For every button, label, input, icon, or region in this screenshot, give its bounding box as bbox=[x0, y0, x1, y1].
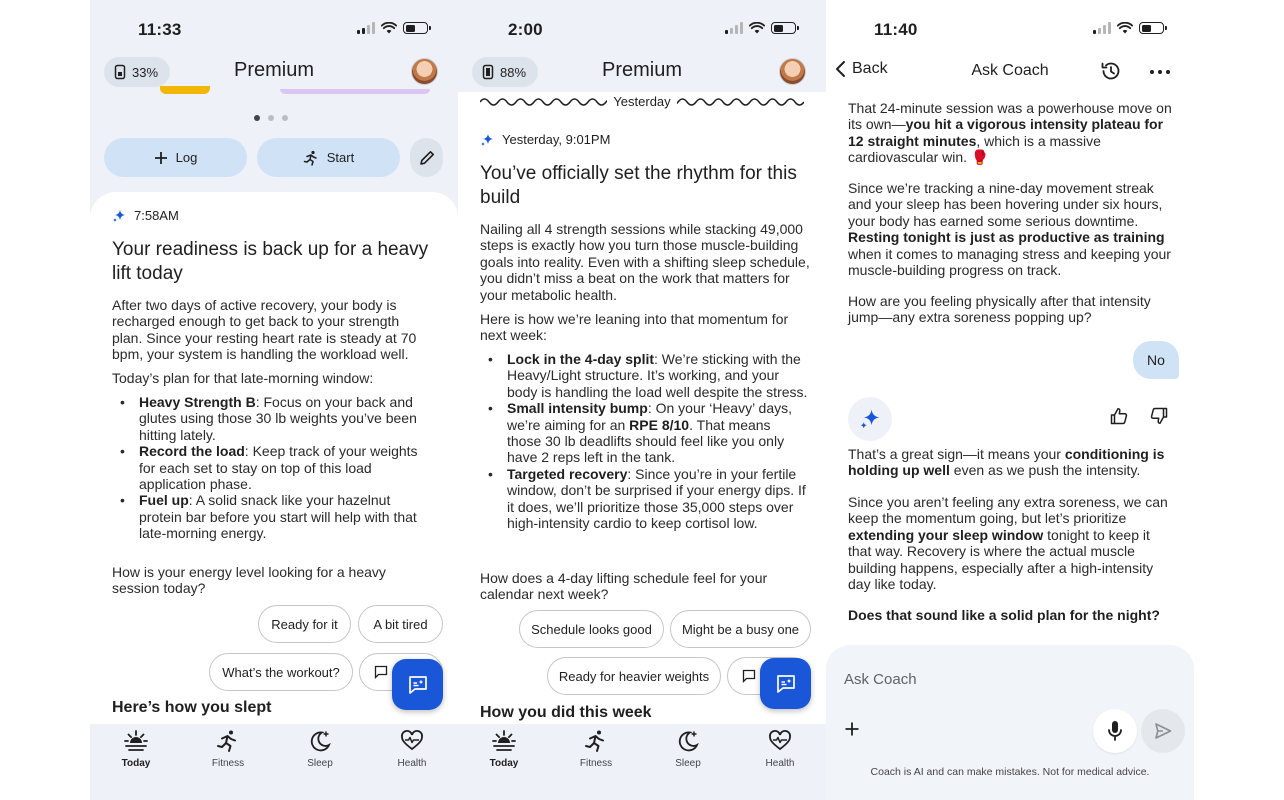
nav-health-label: Health bbox=[397, 758, 427, 769]
nav-sleep[interactable] bbox=[642, 724, 734, 800]
ask-coach-chat-screen bbox=[826, 0, 1194, 800]
coach-insight-card bbox=[458, 92, 826, 724]
insight-intro: Nailing all 4 strength sessions while stacking 49,000 steps is exactly how you turn those muscle-building goals into reality. Even with a shifting sleep schedule, you didn’t miss a beat on the work that matters for your metabolic health. bbox=[480, 221, 810, 303]
bottom-nav bbox=[458, 724, 826, 800]
date-divider bbox=[458, 94, 826, 109]
sparkle-icon bbox=[112, 209, 126, 223]
insight-headline: Your readiness is back up for a heavy lift today bbox=[112, 239, 429, 284]
coach-message-4: That’s a great sign—it means your conditioning is holding up well even as we push the intensity. bbox=[848, 446, 1165, 479]
ask-coach-fab[interactable] bbox=[392, 659, 443, 710]
ai-disclaimer: Coach is AI and can make mistakes. Not for medical advice. bbox=[870, 766, 1150, 778]
signal-icon bbox=[1093, 22, 1111, 34]
today-screen-weekly bbox=[458, 0, 826, 800]
section-heading-week: How you did this week bbox=[480, 704, 652, 721]
coach-message-5: Since you aren’t feeling any extra soreness, we can keep the momentum going, but let’s prioritize extending your sleep window tonight to keep it that way. Recovery is where the actual muscle building happens, especially after a high-intensity day like today. bbox=[848, 494, 1168, 593]
avatar[interactable] bbox=[779, 58, 806, 85]
heart-pulse-icon bbox=[400, 729, 424, 753]
device-battery-label: 33% bbox=[132, 64, 159, 80]
list-item: • Fuel up: A solid snack like your hazelnut protein bar before you start will help with that late-morning energy. bbox=[112, 492, 434, 541]
list-item: • Lock in the 4-day split: We’re sticking with the Heavy/Light structure. It’s working, and your body is handling the load well despite the stress. bbox=[480, 351, 808, 400]
app-header bbox=[458, 56, 826, 92]
nav-health[interactable] bbox=[366, 724, 458, 800]
plan-intro: Here is how we’re leaning into that momentum for next week: bbox=[480, 311, 789, 344]
plan-intro: Today’s plan for that late-morning window: bbox=[112, 370, 374, 386]
page-title: Ask Coach bbox=[971, 62, 1049, 79]
device-battery-label: 88% bbox=[500, 64, 527, 80]
edit-button[interactable] bbox=[410, 138, 443, 177]
list-item: • Heavy Strength B: Focus on your back and glutes using those 30 lb weights you’ve been hitting lately. bbox=[112, 394, 434, 443]
date-divider-label: Yesterday bbox=[607, 94, 676, 109]
chat-header bbox=[826, 56, 1194, 90]
app-header bbox=[90, 56, 458, 92]
avatar[interactable] bbox=[411, 58, 438, 85]
nav-sleep-label: Sleep bbox=[675, 758, 701, 769]
today-screen-morning bbox=[90, 0, 458, 800]
moon-icon bbox=[676, 729, 700, 753]
history-icon[interactable] bbox=[1100, 60, 1122, 82]
status-time: 11:40 bbox=[874, 20, 918, 39]
page-title: Premium bbox=[233, 59, 314, 81]
coach-avatar bbox=[848, 397, 892, 441]
plan-list bbox=[112, 394, 434, 542]
nav-sleep[interactable] bbox=[274, 724, 366, 800]
back-label: Back bbox=[852, 60, 888, 77]
insight-timestamp: Yesterday, 9:01PM bbox=[502, 132, 611, 147]
status-icons bbox=[725, 22, 796, 34]
chat-icon bbox=[374, 665, 388, 679]
sparkle-icon bbox=[859, 408, 881, 430]
insight-question: How does a 4-day lifting schedule feel for your calendar next week? bbox=[480, 570, 768, 603]
reply-chip-heavier[interactable]: Ready for heavier weights bbox=[547, 657, 721, 695]
voice-input-button[interactable] bbox=[1093, 709, 1137, 753]
battery-icon bbox=[771, 22, 796, 34]
send-button[interactable] bbox=[1141, 709, 1185, 753]
status-icons bbox=[357, 22, 428, 34]
send-icon bbox=[1154, 722, 1172, 740]
coach-message-3: How are you feeling physically after that intensity jump—any extra soreness popping up? bbox=[848, 293, 1151, 326]
nav-fitness-label: Fitness bbox=[579, 758, 613, 769]
reply-chip-workout[interactable]: What’s the workout? bbox=[209, 653, 353, 691]
list-item: • Record the load: Keep track of your weights for each set to stay on top of this load application phase. bbox=[112, 443, 434, 492]
status-bar bbox=[90, 0, 458, 56]
running-icon bbox=[216, 729, 240, 753]
microphone-icon bbox=[1107, 720, 1123, 742]
feedback-buttons bbox=[1110, 407, 1168, 425]
list-item: • Targeted recovery: Since you’re in your fertile window, don’t be surprised if your energy dips. If it does, we’ll prioritize those 35,000 steps over high-intensity cardio to keep cortisol low. bbox=[480, 466, 808, 532]
section-heading-sleep: Here’s how you slept bbox=[112, 699, 272, 716]
wifi-icon bbox=[381, 22, 397, 34]
carousel-peek-card bbox=[160, 86, 210, 94]
nav-sleep-label: Sleep bbox=[307, 758, 333, 769]
add-attachment-icon[interactable] bbox=[844, 721, 860, 737]
coach-chat-icon bbox=[407, 674, 429, 696]
signal-icon bbox=[725, 22, 743, 34]
status-bar bbox=[458, 0, 826, 56]
signal-icon bbox=[357, 22, 375, 34]
status-icons bbox=[1093, 22, 1164, 34]
reply-chip-tired[interactable]: A bit tired bbox=[358, 605, 443, 643]
nav-today[interactable] bbox=[458, 724, 550, 800]
reply-chip-schedule-good[interactable]: Schedule looks good bbox=[519, 610, 664, 648]
running-icon bbox=[303, 150, 319, 166]
nav-health[interactable] bbox=[734, 724, 826, 800]
coach-chat-icon bbox=[775, 673, 797, 695]
coach-message-1: That 24-minute session was a powerhouse move on its own—you hit a vigorous intensity plateau for 12 straight minutes, which is a massive cardiovascular win. 🥊 bbox=[848, 100, 1172, 166]
carousel-dots bbox=[254, 115, 288, 121]
reply-chip-ready[interactable]: Ready for it bbox=[258, 605, 351, 643]
insight-timestamp: 7:58AM bbox=[134, 208, 179, 223]
user-message-bubble: No bbox=[1133, 341, 1179, 379]
coach-message-6: Does that sound like a solid plan for the night? bbox=[848, 607, 1160, 623]
chat-composer bbox=[826, 645, 1194, 800]
nav-today[interactable] bbox=[90, 724, 182, 800]
thumbs-down-icon[interactable] bbox=[1150, 407, 1168, 425]
heart-pulse-icon bbox=[768, 729, 792, 753]
sparkle-icon bbox=[480, 133, 494, 147]
page-title: Premium bbox=[601, 59, 682, 81]
insight-question: How is your energy level looking for a heavy session today? bbox=[112, 564, 386, 597]
pencil-icon bbox=[418, 149, 436, 167]
more-options-icon[interactable] bbox=[1150, 70, 1170, 74]
battery-icon bbox=[1139, 22, 1164, 34]
bottom-nav bbox=[90, 724, 458, 800]
thumbs-up-icon[interactable] bbox=[1110, 407, 1128, 425]
nav-health-label: Health bbox=[765, 758, 795, 769]
wifi-icon bbox=[1117, 22, 1133, 34]
running-icon bbox=[584, 729, 608, 753]
coach-insight-card bbox=[90, 192, 458, 724]
insight-timestamp-row bbox=[112, 208, 179, 223]
coach-message-2: Since we’re tracking a nine-day movement streak and your sleep has been hovering under six hours, your body has earned some serious downtime. Resting tonight is just as productive as training when it comes to managing stress and keeping your muscle-building progress on track. bbox=[848, 180, 1171, 279]
reply-chip-busy[interactable]: Might be a busy one bbox=[670, 610, 811, 648]
plus-icon bbox=[154, 151, 168, 165]
wifi-icon bbox=[749, 22, 765, 34]
nav-fitness[interactable] bbox=[550, 724, 642, 800]
chat-icon bbox=[742, 669, 756, 683]
status-bar bbox=[826, 0, 1194, 56]
log-button[interactable] bbox=[104, 138, 247, 177]
nav-today-label: Today bbox=[489, 758, 519, 769]
battery-icon bbox=[403, 22, 428, 34]
quick-actions bbox=[104, 138, 443, 177]
chat-input[interactable]: Ask Coach bbox=[844, 671, 917, 688]
insight-timestamp-row bbox=[480, 132, 610, 147]
carousel-peek-card-2 bbox=[280, 89, 430, 94]
list-item: • Small intensity bump: On your ‘Heavy’ days, we’re aiming for an RPE 8/10. That means those 30 lb deadlifts should feel like you only have 2 reps left in the tank. bbox=[480, 400, 808, 466]
start-button[interactable] bbox=[257, 138, 400, 177]
start-button-label: Start bbox=[326, 150, 355, 165]
sunrise-icon bbox=[124, 729, 148, 753]
status-time: 11:33 bbox=[138, 20, 182, 39]
nav-fitness[interactable] bbox=[182, 724, 274, 800]
status-time: 2:00 bbox=[508, 20, 543, 39]
plan-list bbox=[480, 351, 808, 531]
nav-today-label: Today bbox=[121, 758, 151, 769]
insight-headline: You’ve officially set the rhythm for this build bbox=[480, 163, 797, 208]
sunrise-icon bbox=[492, 729, 516, 753]
log-button-label: Log bbox=[175, 150, 198, 165]
ask-coach-fab[interactable] bbox=[760, 658, 811, 709]
nav-fitness-label: Fitness bbox=[211, 758, 245, 769]
moon-icon bbox=[308, 729, 332, 753]
insight-intro: After two days of active recovery, your body is recharged enough to get back to your strength plan. Since your resting heart rate is steady at 70 bpm, your system is handling the workload well. bbox=[112, 297, 417, 363]
